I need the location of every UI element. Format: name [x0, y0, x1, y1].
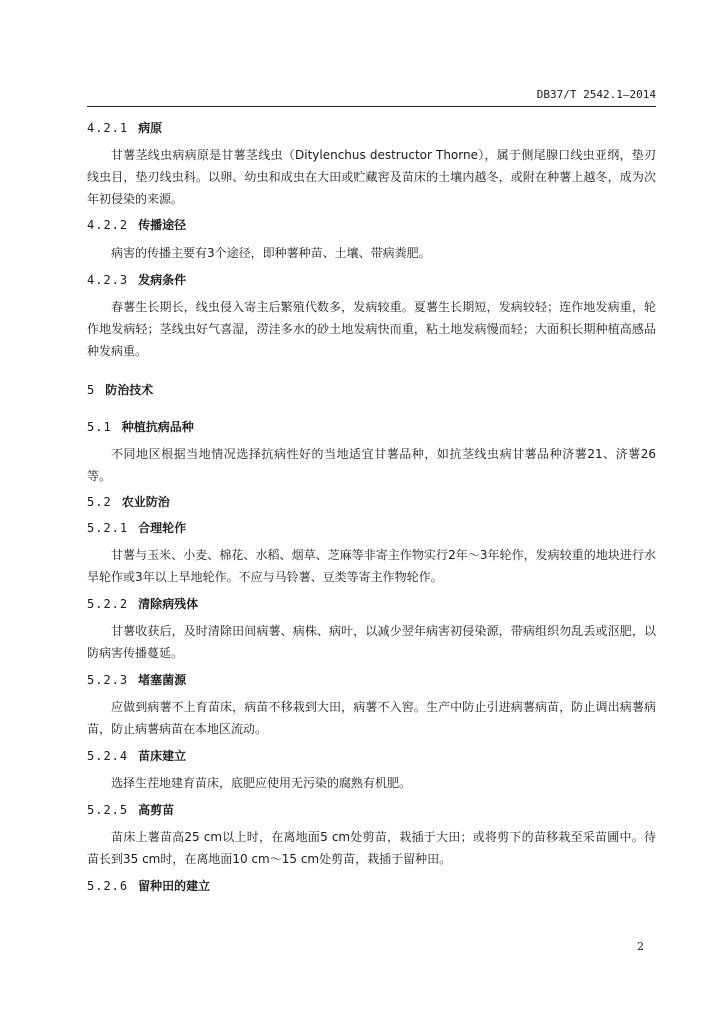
- document-body: [87, 120, 656, 895]
- heading-4-2-1: 4.2.1 病原: [87, 121, 163, 135]
- heading-5-2-2: 5.2.2 清除病残体: [87, 597, 199, 611]
- paragraph-residue-removal: 甘薯收获后，及时清除田间病薯、病株、病叶，以减少翌年病害初侵染源，带病组织勿乱丢或沤肥，以防病害传播蔓延。: [87, 624, 656, 660]
- paragraph-rotation: 甘薯与玉米、小麦、棉花、水稻、烟草、芝麻等非寄主作物实行2年～3年轮作，发病较重的地块进行水旱轮作或3年以上旱地轮作。不应与马铃薯、豆类等寄主作物轮作。: [87, 548, 656, 584]
- paragraph-pathogen: 甘薯茎线虫病病原是甘薯茎线虫（Ditylenchus destructor Thorne），属于侧尾腺口线虫亚纲，垫刃线虫目，垫刃线虫科。以卵、幼虫和成虫在大田或贮藏窖及苗床的土壤内越冬，或附在种薯上越冬，成为次年初侵染的来源。: [87, 148, 656, 206]
- heading-4-2-3: 4.2.3 发病条件: [87, 273, 187, 287]
- paragraph-source-blocking: 应做到病薯不上育苗床，病苗不移栽到大田，病薯不入窖。生产中防止引进病薯病苗，防止调出病薯病苗，防止病薯病苗在本地区流动。: [87, 700, 656, 736]
- paragraph-conditions: 春薯生长期长，线虫侵入寄主后繁殖代数多，发病较重。夏薯生长期短，发病较轻；连作地发病重，轮作地发病轻；茎线虫好气喜湿，涝洼多水的砂土地发病快而重，粘土地发病慢而轻；大面积长期种植高感品种发病重。: [87, 300, 656, 358]
- header-rule: [87, 106, 656, 107]
- document-number: DB37/T 2542.1—2014: [536, 88, 656, 101]
- heading-5-2-1: 5.2.1 合理轮作: [87, 521, 187, 535]
- heading-5-2-5: 5.2.5 高剪苗: [87, 803, 175, 817]
- paragraph-seedbed: 选择生茬地建育苗床，底肥应使用无污染的腐熟有机肥。: [111, 776, 412, 790]
- heading-4-2-2: 4.2.2 传播途径: [87, 218, 187, 232]
- heading-5: 5 防治技术: [87, 383, 154, 397]
- heading-5-2-6: 5.2.6 留种田的建立: [87, 879, 211, 893]
- page-number: 2: [637, 940, 644, 953]
- paragraph-transmission: 病害的传播主要有3个途径，即种薯种苗、土壤、带病粪肥。: [111, 246, 431, 260]
- heading-5-2-4: 5.2.4 苗床建立: [87, 749, 187, 763]
- paragraph-high-cutting: 苗床上薯苗高25 cm以上时，在离地面5 cm处剪苗，栽插于大田；或将剪下的苗移栽至采苗圃中。待苗长到35 cm时，在离地面10 cm～15 cm处剪苗，栽插于留种田。: [87, 830, 656, 866]
- heading-5-2: 5.2 农业防治: [87, 495, 170, 509]
- heading-5-1: 5.1 种植抗病品种: [87, 420, 194, 434]
- heading-5-2-3: 5.2.3 堵塞菌源: [87, 673, 187, 687]
- paragraph-resistant-varieties: 不同地区根据当地情况选择抗病性好的当地适宜甘薯品种，如抗茎线虫病甘薯品种济薯21、济薯26等。: [87, 447, 656, 483]
